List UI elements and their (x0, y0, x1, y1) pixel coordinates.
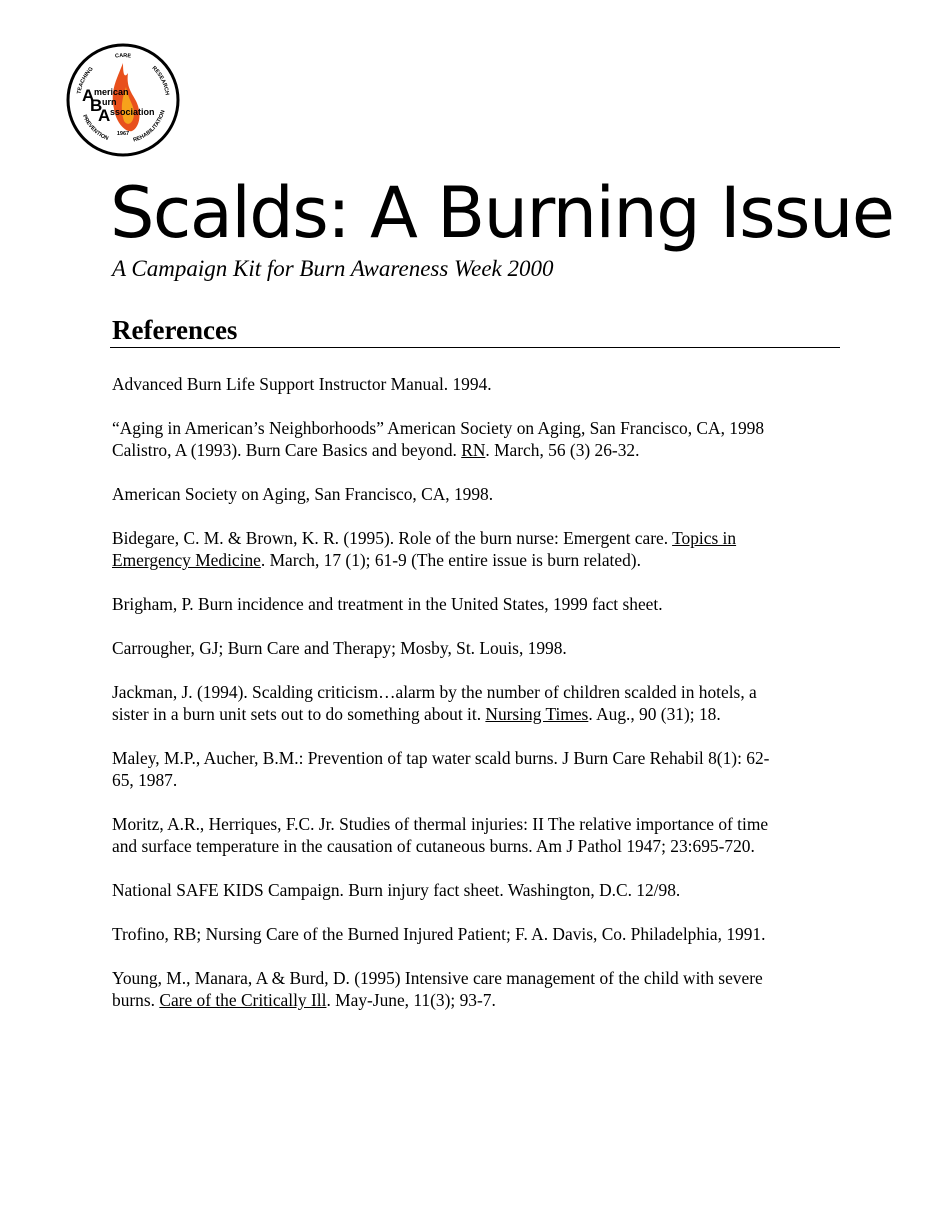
logo-letter-b: B (90, 96, 103, 115)
ring-word-prevention: PREVENTION (81, 113, 110, 142)
ring-word-research: RESEARCH (150, 65, 170, 96)
reference-item (112, 483, 840, 505)
journal-title: Topics in (672, 528, 737, 548)
reference-item (112, 923, 840, 945)
reference-item (112, 681, 840, 725)
journal-title: Care of the Critically Ill (159, 990, 327, 1010)
reference-text: Moritz, A.R., Herriques, F.C. Jr. Studies of thermal injuries: II The relative importance of time (112, 814, 769, 834)
logo-letter-a: A (82, 86, 95, 105)
reference-text-line2: Emergency Medicine. March, 17 (1); 61-9 (The entire issue is burn related). (112, 550, 641, 570)
reference-text: Advanced Burn Life Support Instructor Manual. 1994. (112, 374, 492, 394)
reference-text: Maley, M.P., Aucher, B.M.: Prevention of tap water scald burns. J Burn Care Rehabil 8(1): 62- (112, 748, 770, 768)
reference-item (112, 747, 840, 791)
reference-text-line2: 65, 1987. (112, 770, 178, 790)
logo-name-line2: urn (102, 97, 117, 107)
reference-text-line2: burns. Care of the Critically Ill. May-June, 11(3); 93-7. (112, 990, 496, 1010)
reference-text: Bidegare, C. M. & Brown, K. R. (1995). Role of the burn nurse: Emergent care. Topics in (112, 528, 737, 548)
logo-letter-a2: A (98, 106, 111, 125)
section-divider (110, 347, 840, 348)
reference-item (112, 637, 840, 659)
journal-title: Emergency Medicine (112, 550, 261, 570)
reference-item (112, 967, 840, 1011)
ring-word-teaching: TEACHING (76, 66, 95, 95)
reference-item (112, 593, 840, 615)
reference-text: National SAFE KIDS Campaign. Burn injury fact sheet. Washington, D.C. 12/98. (112, 880, 681, 900)
reference-text: Trofino, RB; Nursing Care of the Burned Injured Patient; F. A. Davis, Co. Philadelphia, 1991. (112, 924, 766, 944)
ring-word-care: CARE (114, 52, 132, 60)
ring-word-rehabilitation: REHABILITATION (132, 109, 167, 144)
reference-text: “Aging in American’s Neighborhoods” American Society on Aging, San Francisco, CA, 1998 (112, 418, 765, 438)
logo-name-line3: ssociation (110, 107, 155, 117)
reference-text: Carrougher, GJ; Burn Care and Therapy; Mosby, St. Louis, 1998. (112, 638, 567, 658)
reference-item (112, 527, 840, 571)
reference-item (112, 879, 840, 901)
journal-title: RN (461, 440, 486, 460)
reference-text-line2: sister in a burn unit sets out to do something about it. Nursing Times. Aug., 90 (31); 18. (112, 704, 721, 724)
reference-item (112, 813, 840, 857)
reference-text: Jackman, J. (1994). Scalding criticism…alarm by the number of children scalded in hotels, a (112, 682, 757, 702)
reference-list (112, 373, 840, 1033)
logo-name-line1: merican (94, 87, 129, 97)
logo-year: 1967 (116, 131, 130, 137)
reference-item (112, 417, 840, 461)
reference-text: Brigham, P. Burn incidence and treatment in the United States, 1999 fact sheet. (112, 594, 663, 614)
aba-logo (66, 43, 180, 157)
reference-text-line2: and surface temperature in the causation of cutaneous burns. Am J Pathol 1947; 23:695-720. (112, 836, 755, 856)
reference-text: American Society on Aging, San Francisco, CA, 1998. (112, 484, 494, 504)
page-title: Scalds: A Burning Issue (110, 172, 894, 254)
reference-item (112, 373, 840, 395)
reference-text: Young, M., Manara, A & Burd, D. (1995) Intensive care management of the child with severe (112, 968, 763, 988)
reference-text-line2: Calistro, A (1993). Burn Care Basics and beyond. RN. March, 56 (3) 26-32. (112, 440, 640, 460)
page-subtitle: A Campaign Kit for Burn Awareness Week 2000 (112, 256, 554, 281)
journal-title: Nursing Times (485, 704, 589, 724)
section-heading-references: References (112, 315, 238, 345)
